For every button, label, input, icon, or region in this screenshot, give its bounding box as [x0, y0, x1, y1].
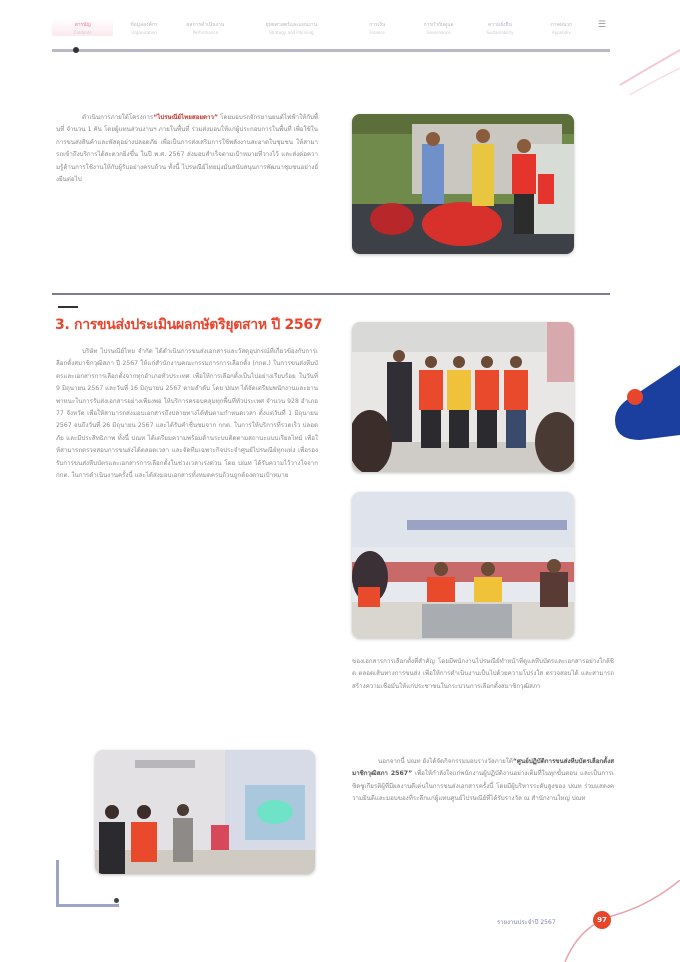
section-3-highlight-text: “ศูนย์ปฏิบัติการขนส่งหีบบัตรเลือกตั้งสมาชิกวุฒิสภา 2567”: [352, 758, 614, 778]
nav-item-strategy[interactable]: [236, 18, 346, 36]
decorative-corner-bracket: [56, 860, 119, 907]
nav-label: ภาคผนวก: [550, 22, 573, 28]
nav-sub-label: Governance: [426, 30, 451, 35]
photo-meeting-table: [352, 492, 574, 638]
nav-sub-label: Strategy and Planning: [269, 30, 314, 35]
section-3-lead-text: นอกจากนี้ ปณท ยังได้จัดกิจกรรมมอบรางวัลภายใต้: [378, 758, 513, 765]
section-divider: [52, 293, 610, 295]
nav-item-sustainability[interactable]: [469, 18, 530, 36]
photo-group-standing: [352, 322, 574, 472]
section-3-paragraph-1: [56, 346, 318, 742]
footer-report-title: รายงานประจำปี 2567: [497, 919, 556, 926]
section-3-title: 3. การขนส่งประเมินผลกษัตริยุตสาห ปี 2567: [55, 317, 323, 333]
nav-label: การกำกับดูแล: [423, 22, 454, 28]
nav-label: ผลการดำเนินงาน: [186, 22, 225, 28]
nav-item-governance[interactable]: [408, 18, 469, 36]
section-3-text: เพื่อให้กำลังใจแก่พนักงานผู้ปฏิบัติงานอย่างเต็มที่ในทุกขั้นตอน และเป็นการเชิดชูเกียรติผู้ที่มีผลงานดีเด่นในการขนส่งเอกสารครั้งนี้ โดยมีผู้บริหารระดับสูงของ ปณท ร่วมแสดงความยินดีและมอบของที่ระลึกแก่ผู้แทนศูนย์ไปรษณีย์ที่ได้รับรางวัล ณ สำนักงานใหญ่ ปณท: [352, 770, 614, 803]
decorative-footer-arc: [555, 880, 680, 962]
decorative-corner-dot: [114, 898, 119, 903]
nav-item-performance[interactable]: [175, 18, 236, 36]
nav-divider: [52, 49, 610, 52]
nav-sub-label: Performance: [192, 30, 219, 35]
menu-icon[interactable]: ☰: [597, 20, 606, 30]
nav-item-contents[interactable]: [52, 18, 113, 36]
nav-label: ความยั่งยืน: [487, 22, 512, 28]
page-number: 97: [593, 911, 611, 929]
section-3-text: บริษัท ไปรษณีย์ไทย จำกัด ได้ดำเนินการขนส่งเอกสารและวัสดุอุปกรณ์ที่เกี่ยวข้องกับการเลือกตั้งสมาชิกวุฒิสภา ปี 2567 ให้แก่สำนักงานคณะกรรมการการเลือกตั้ง (กกต.) ในการขนส่งหีบบัตรและเอกสารการเลือกตั้งจากทุกอำเภอทั่วประเทศ เพื่อให้การเลือกตั้งเป็นไปอย่างเรียบร้อย ในวันที่ 9 มิถุนายน 2567 และวันที่ 16 มิถุนายน 2567 ตามลำดับ โดย ปณท ได้จัดเตรียมพนักงานและยานพาหนะในการรับส่งเอกสารอย่างเพียงพอ ให้บริการครอบคลุมทุกพื้นที่ทั่วประเทศ จำนวน 928 อำเภอ 77 จังหวัด เพื่อให้สามารถส่งมอบเอกสารถึงปลายทางได้ทันตามกำหนดเวลา ตั้งแต่วันที่ 1 มิถุนายน 2567 จนถึงวันที่ 26 มิถุนายน 2567 และได้รับคำชื่นชมจาก กกต. ในการให้บริการที่รวดเร็ว ปลอดภัย และมีประสิทธิภาพ ทั้งนี้ ปณท ได้เตรียมความพร้อมด้านระบบติดตามสถานะแบบเรียลไทม์ เพื่อให้สามารถตรวจสอบการขนส่งได้ตลอดเวลา และจัดทีมเฉพาะกิจประจำศูนย์ไปรษณีย์ทุกแห่ง เพื่อรองรับการขนส่งหีบบัตรและเอกสารการเลือกตั้งในช่วงเวลาเร่งด่วน โดย ปณท ได้รับความไว้วางใจจาก กกต. ในการดำเนินงานครั้งนี้ และได้ส่งมอบเอกสารทั้งหมดครบถ้วนถูกต้องตามเป้าหมาย: [56, 348, 318, 480]
top-navigation: [52, 18, 612, 44]
intro-lead-text: ดำเนินการภายใต้โครงการ: [82, 114, 154, 121]
photo-scooter-handover: [352, 114, 574, 254]
decorative-swoosh-top-right: [600, 40, 680, 100]
nav-sub-label: Sustainability: [486, 30, 514, 35]
intro-body-text: โดยมอบรถจักรยานยนต์ไฟฟ้าให้กับพื้นที่ จำนวน 1 คัน โดยผู้แทนส่วนงานฯ ภายในพื้นที่ ร่วมส่งมอบให้แก่ผู้ประกอบการในพื้นที่ เพื่อใช้ในการขนส่งสินค้าและพัสดุอย่างปลอดภัย เพื่อเป็นการส่งเสริมการใช้พลังงานสะอาดในชุมชน ให้สามารถเข้าถึงบริการได้สะดวกยิ่งขึ้น ในปี พ.ศ. 2567 ส่งมอบสำเร็จตามเป้าหมายที่วางไว้ และส่งต่อความรู้ด้านการใช้งานให้กับผู้รับอย่างครบถ้วน ทั้งนี้ ไปรษณีย์ไทยมุ่งมั่นสนับสนุนการพัฒนาชุมชนอย่างยั่งยืนต่อไป: [56, 114, 318, 184]
nav-label: ยุทธศาสตร์และแผนงาน: [265, 22, 318, 28]
nav-label: ข้อมูลองค์กร: [130, 22, 158, 28]
nav-progress-dot: [73, 47, 79, 53]
nav-sub-label: Contents: [73, 30, 92, 35]
intro-paragraph: [56, 112, 318, 282]
intro-highlight-text: “ไปรษณีย์ไทยสอยดาว”: [153, 114, 219, 121]
section-3-text: ของเอกสารการเลือกตั้งที่สำคัญ โดยมีพนักงานไปรษณีย์ทำหน้าที่ดูแลหีบบัตรและเอกสารอย่างใกล้ชิด ตลอดเส้นทางการขนส่ง เพื่อให้การดำเนินงานเป็นไปด้วยความโปร่งใส ตรวจสอบได้ และสามารถสร้างความเชื่อมั่นให้แก่ประชาชนในกระบวนการเลือกตั้งสมาชิกวุฒิสภา: [352, 658, 614, 690]
decorative-blue-shape: [610, 365, 680, 445]
section-3-paragraph-3: [352, 756, 614, 880]
nav-item-organization[interactable]: [113, 18, 174, 36]
nav-label: การเงิน: [369, 22, 386, 28]
section-3-paragraph-2: [352, 656, 614, 756]
nav-sub-label: Appendix: [551, 30, 571, 35]
nav-item-appendix[interactable]: [531, 18, 592, 36]
photo-presentation-room: [95, 750, 315, 874]
nav-sub-label: Organization: [131, 30, 157, 35]
nav-label: สารบัญ: [74, 22, 91, 28]
nav-sub-label: Finance: [369, 30, 385, 35]
section-marker: [58, 306, 78, 308]
nav-item-finance[interactable]: [347, 18, 408, 36]
